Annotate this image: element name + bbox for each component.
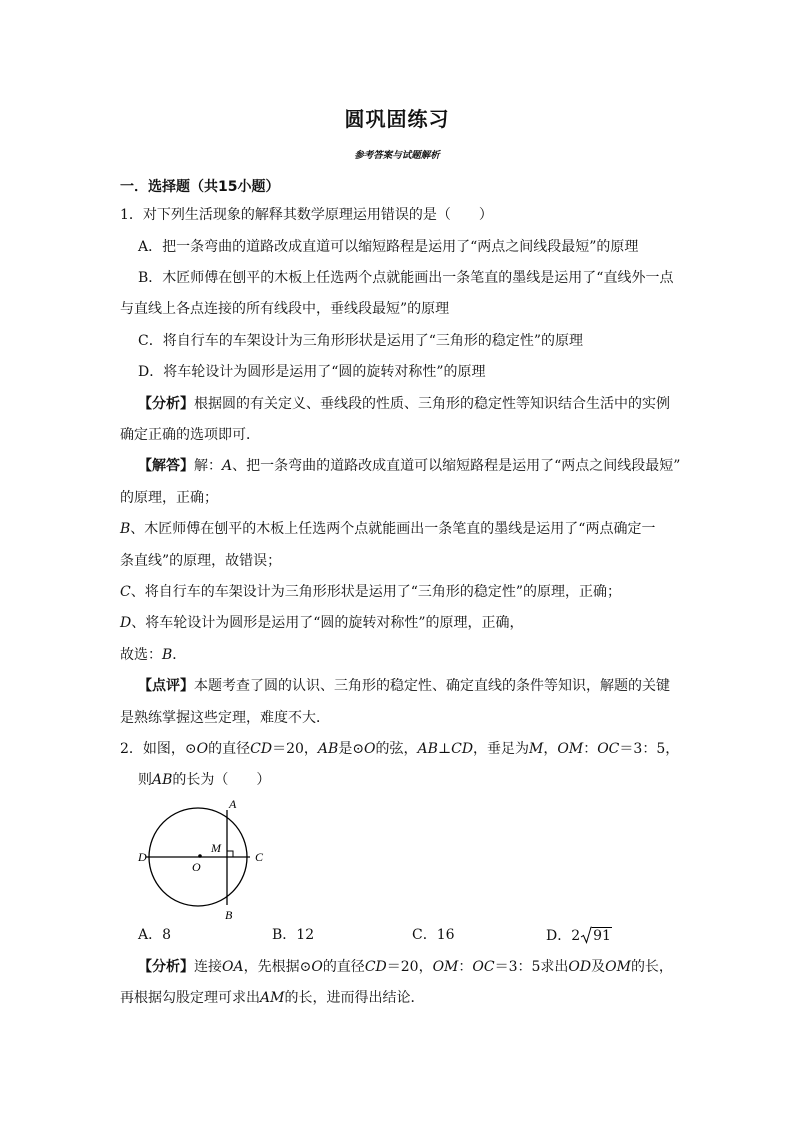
page-subtitle: 参考答案与试题解析 xyxy=(354,150,440,161)
label-d: D xyxy=(138,850,147,864)
right-angle-mark xyxy=(227,851,233,857)
q2-option-c: C．16 xyxy=(412,927,455,943)
q1-stem: 1．对下列生活现象的解释其数学原理运用错误的是（ ） xyxy=(120,207,493,223)
q1-choice: 故选：B． xyxy=(120,647,187,663)
q1-solution-line5: C、将自行车的车架设计为三角形形状是运用了“三角形的稳定性”的原理，正确； xyxy=(120,584,622,600)
analysis-tag: 【分析】 xyxy=(138,959,194,975)
center-point xyxy=(198,854,202,858)
q2-option-d: D．2 91 xyxy=(546,928,611,944)
label-o: O xyxy=(192,860,201,874)
q1-option-d: D．将车轮设计为圆形是运用了“圆的旋转对称性”的原理 xyxy=(138,364,486,380)
section-heading: 一．选择题（共15小题） xyxy=(120,179,280,195)
q1-comment-line2: 是熟练掌握这些定理，难度不大． xyxy=(120,710,330,726)
label-m: M xyxy=(211,841,221,855)
q2-analysis-line1: 【分析】连接OA，先根据⊙O的直径CD＝20，OM：OC＝3：5求出OD及OM的长， xyxy=(138,959,673,975)
circle-figure xyxy=(136,796,276,920)
label-b: B xyxy=(225,908,233,920)
sqrt-sign-icon xyxy=(580,926,592,944)
q1-solution-line4: 条直线”的原理，故错误； xyxy=(120,553,282,569)
q1-analysis-line2: 确定正确的选项即可． xyxy=(120,427,260,443)
comment-tag: 【点评】 xyxy=(138,678,194,694)
q1-option-a: A．把一条弯曲的道路改成直道可以缩短路程是运用了“两点之间线段最短”的原理 xyxy=(138,239,639,255)
q2-stem-line1: 2．如图，⊙O的直径CD＝20，AB是⊙O的弦，AB⊥CD，垂足为M，OM：OC＝3：5， xyxy=(120,741,680,757)
solution-tag: 【解答】 xyxy=(138,458,194,474)
sqrt-radicand: 91 xyxy=(593,928,611,944)
q1-solution-line1: 【解答】解：A、把一条弯曲的道路改成直道可以缩短路程是运用了“两点之间线段最短” xyxy=(138,458,681,474)
q1-option-b-line1: B．木匠师傅在刨平的木板上任选两个点就能画出一条笔直的墨线是运用了“直线外一点 xyxy=(138,270,674,286)
q2-option-a: A．8 xyxy=(138,927,172,943)
q1-option-b-line2: 与直线上各点连接的所有线段中，垂线段最短”的原理 xyxy=(120,301,450,317)
label-c: C xyxy=(255,850,264,864)
analysis-tag: 【分析】 xyxy=(138,396,194,412)
q2-stem-line2: 则AB的长为（ ） xyxy=(138,772,271,788)
label-a: A xyxy=(229,797,237,811)
page-title: 圆巩固练习 xyxy=(344,107,450,131)
q1-comment-line1: 【点评】本题考查了圆的认识、三角形的稳定性、确定直线的条件等知识，解题的关键 xyxy=(138,678,670,694)
q2-analysis-line2: 再根据勾股定理可求出AM的长，进而得出结论． xyxy=(120,990,425,1006)
q1-option-c: C．将自行车的车架设计为三角形形状是运用了“三角形的稳定性”的原理 xyxy=(138,333,584,349)
q1-solution-line6: D、将车轮设计为圆形是运用了“圆的旋转对称性”的原理，正确， xyxy=(120,615,524,631)
q1-solution-line2: 的原理，正确； xyxy=(120,490,218,506)
q1-analysis-line1: 【分析】根据圆的有关定义、垂线段的性质、三角形的稳定性等知识结合生活中的实例 xyxy=(138,396,670,412)
q1-solution-line3: B、木匠师傅在刨平的木板上任选两个点就能画出一条笔直的墨线是运用了“两点确定一 xyxy=(120,521,656,537)
q2-option-b: B．12 xyxy=(272,927,315,943)
